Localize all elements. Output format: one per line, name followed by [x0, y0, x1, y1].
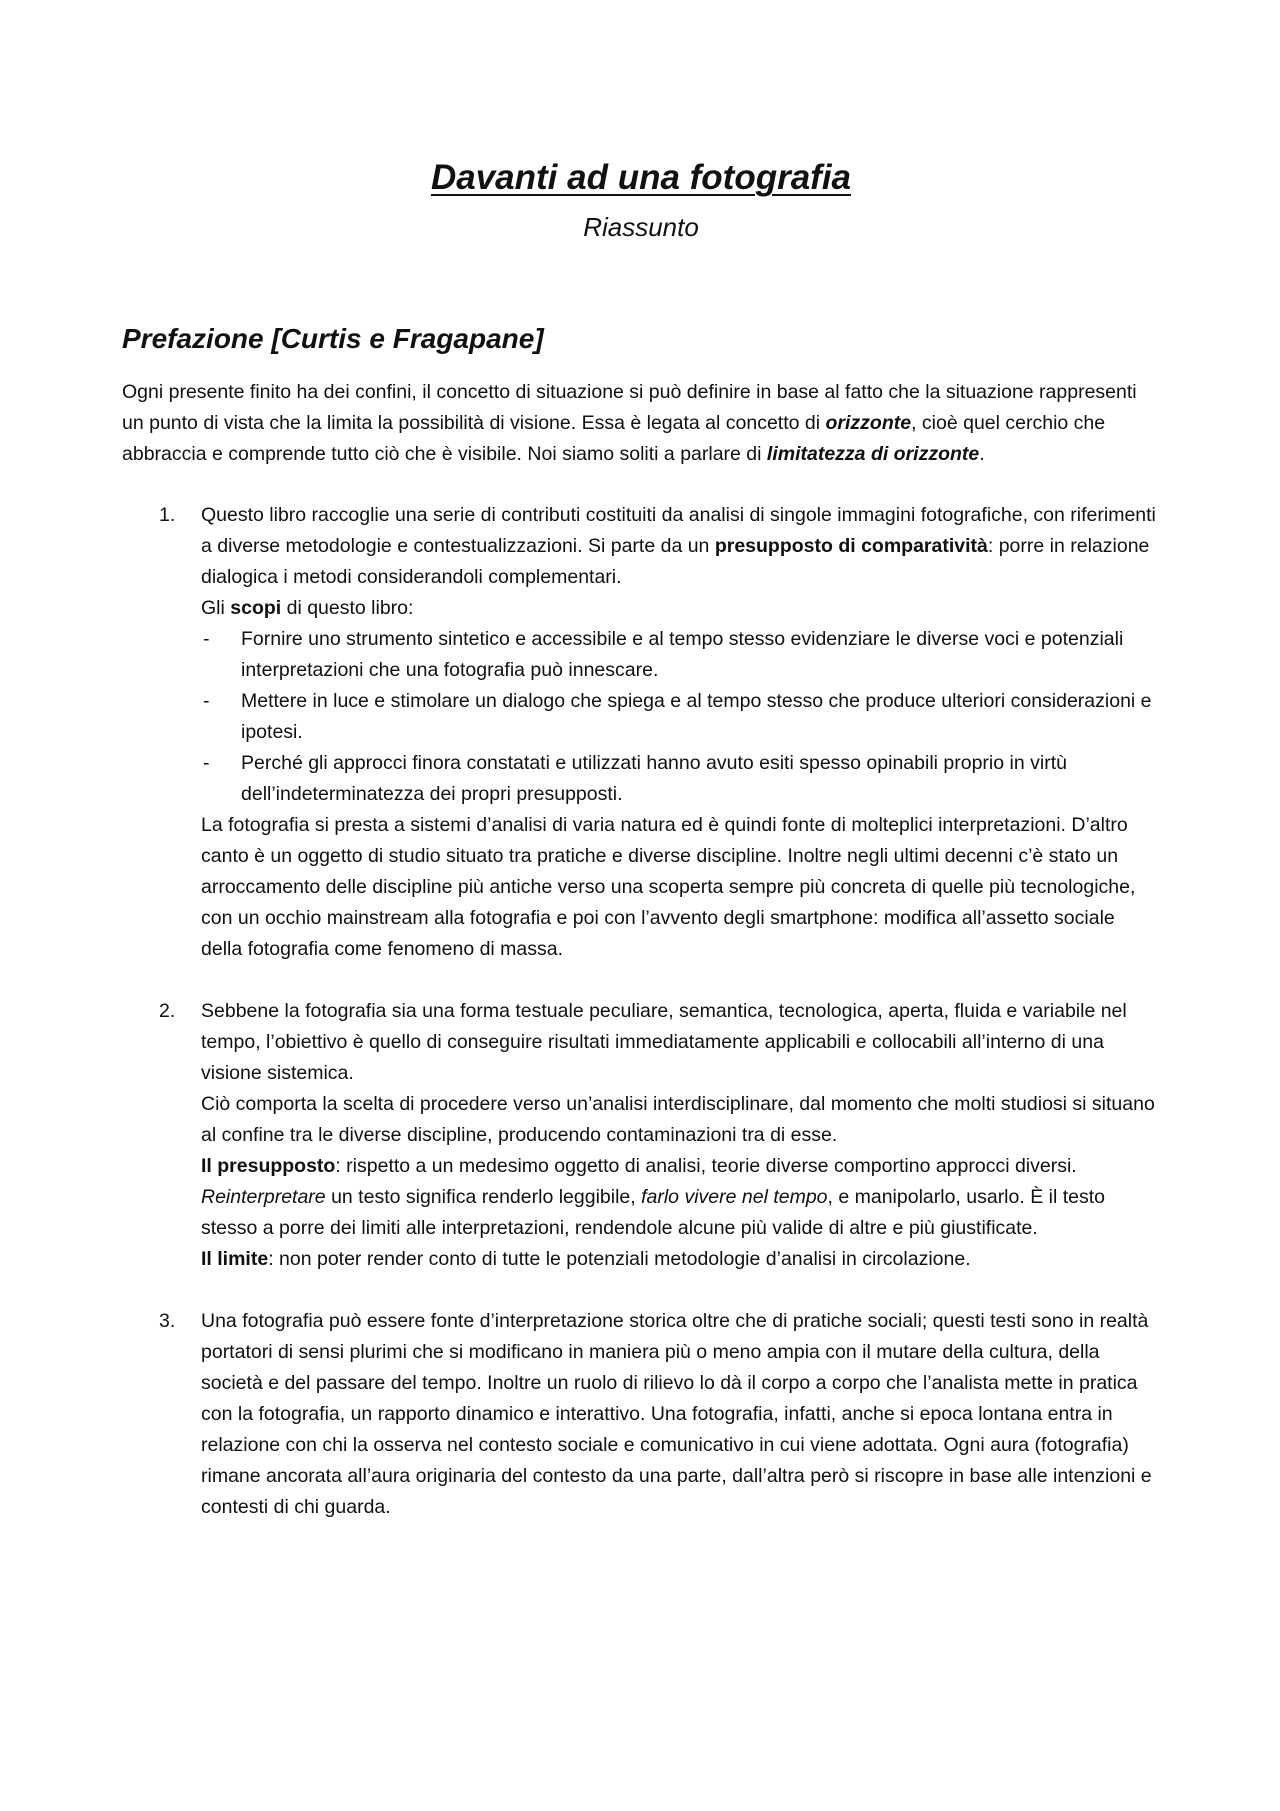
item2-limite-line [201, 1244, 1160, 1275]
list-item-3 [122, 1306, 1160, 1523]
intro-paragraph [122, 377, 1160, 470]
intro-bold-orizzonte: orizzonte [825, 412, 912, 434]
item2-italic-farlo-vivere: farlo vivere nel tempo [641, 1186, 828, 1208]
item1-text-1: Questo libro raccoglie una serie di contributi costituiti da analisi di singole immagini fotografiche, con riferimenti a diverse metodologie e contestualizzazioni. Si parte da un [201, 504, 1156, 557]
dash-item [201, 748, 1160, 810]
dash-item [201, 624, 1160, 686]
item2-italic-reinterpretare: Reinterpretare [201, 1186, 326, 1208]
list-number-2: 2. [159, 1000, 176, 1022]
dash-text: Mettere in luce e stimolare un dialogo che spiega e al tempo stesso che produce ulteriori considerazioni e ipotesi. [241, 690, 1152, 743]
item1-text-3: Gli [201, 597, 231, 619]
intro-text-2: , cioè quel cerchio che abbraccia e comprende tutto ciò che è visibile. Noi siamo soliti a parlare di [122, 412, 1106, 465]
dash-mark: - [203, 690, 210, 712]
intro-bold-limitatezza: limitatezza di orizzonte [766, 443, 980, 465]
item1-text-4: di questo libro: [281, 597, 414, 619]
dash-text: Fornire uno strumento sintetico e accessibile e al tempo stesso evidenziare le diverse voci e potenziali interpretazioni che una fotografia può innescare. [241, 628, 1124, 681]
item1-bold-presupposto: presupposto di comparatività [714, 535, 988, 557]
intro-text-1: Ogni presente finito ha dei confini, il concetto di situazione si può definire in base al fatto che la situazione rappresenti un punto di vista che la limita la possibilità di visione. Essa è legata al concetto di [122, 381, 1137, 434]
item2-text-4: un testo significa renderlo leggibile, [325, 1186, 642, 1208]
intro-text-3: . [979, 443, 985, 465]
list-number-3: 3. [159, 1310, 176, 1332]
item2-bold-presupposto: Il presupposto [201, 1155, 336, 1177]
list-item-2 [122, 996, 1160, 1275]
item1-dash-list [201, 624, 1160, 810]
list-item-1 [122, 500, 1160, 965]
item1-scopi-line [201, 593, 1160, 624]
item3-text-1: Una fotografia può essere fonte d’interpretazione storica oltre che di pratiche sociali; questi testi sono in realtà portatori di sensi plurimi che si modificano in maniera più o meno ampia con il mutare della cultura, della società e del passare del tempo. Inoltre un ruolo di rilievo lo dà il corpo a corpo che l’analista mette in pratica con la fotografia, un rapporto dinamico e interattivo. Una fotografia, infatti, anche si epoca lontana entra in relazione con chi la osserva nel contesto sociale e comunicativo in cui viene adottata. Ogni aura (fotografia) rimane ancorata all’aura originaria del contesto da una parte, dall’altra però si riscopre in base alle intenzioni e contesti di chi guarda. [201, 1310, 1152, 1518]
dash-mark: - [203, 628, 210, 650]
document-title: Davanti ad una fotografia [430, 158, 852, 197]
document-subtitle: Riassunto [583, 212, 699, 242]
section-heading: Prefazione [Curtis e Fragapane] [122, 323, 544, 354]
item2-presupposto-paragraph [201, 1151, 1160, 1244]
numbered-list [122, 500, 1160, 1523]
dash-mark: - [203, 752, 210, 774]
dash-text: Perché gli approcci finora constatati e utilizzati hanno avuto esiti spesso opinabili proprio in virtù dell’indeterminatezza dei propri presupposti. [241, 752, 1067, 805]
dash-item [201, 686, 1160, 748]
item1-text-2: : porre in relazione dialogica i metodi considerandoli complementari. [201, 535, 1150, 588]
item2-bold-limite: Il limite [201, 1248, 269, 1270]
item1-closing: La fotografia si presta a sistemi d’analisi di varia natura ed è quindi fonte di molteplici interpretazioni. D’altro canto è un oggetto di studio situato tra pratiche e diverse discipline. Inoltre negli ultimi decenni c’è stato un arroccamento delle discipline più antiche verso una scoperta sempre più concreta di quelle più tecnologiche, con un occhio mainstream alla fotografia e poi con l’avvento degli smartphone: modifica all’assetto sociale della fotografia come fenomeno di massa. [201, 814, 1136, 960]
item1-paragraph [201, 500, 1160, 593]
item2-text-6: : non poter render conto di tutte le potenziali metodologie d’analisi in circolazione. [268, 1248, 971, 1270]
item2-text-1: Sebbene la fotografia sia una forma testuale peculiare, semantica, tecnologica, aperta, fluida e variabile nel tempo, l’obiettivo è quello di conseguire risultati immediatamente applicabili e collocabili all’interno di una visione sistemica. [201, 1000, 1127, 1084]
item2-text-3: : rispetto a un medesimo oggetto di analisi, teorie diverse comportino approcci diversi. [335, 1155, 1077, 1177]
list-number-1: 1. [159, 504, 176, 526]
item2-text-2: Ciò comporta la scelta di procedere verso un’analisi interdisciplinare, dal momento che molti studiosi si situano al confine tra le diverse discipline, producendo contaminazioni tra di esse. [201, 1093, 1155, 1146]
item2-text-5: , e manipolarlo, usarlo. È il testo stesso a porre dei limiti alle interpretazioni, rendendole alcune più valide di altre e più giustificate. [201, 1186, 1105, 1239]
item1-bold-scopi: scopi [230, 597, 282, 619]
